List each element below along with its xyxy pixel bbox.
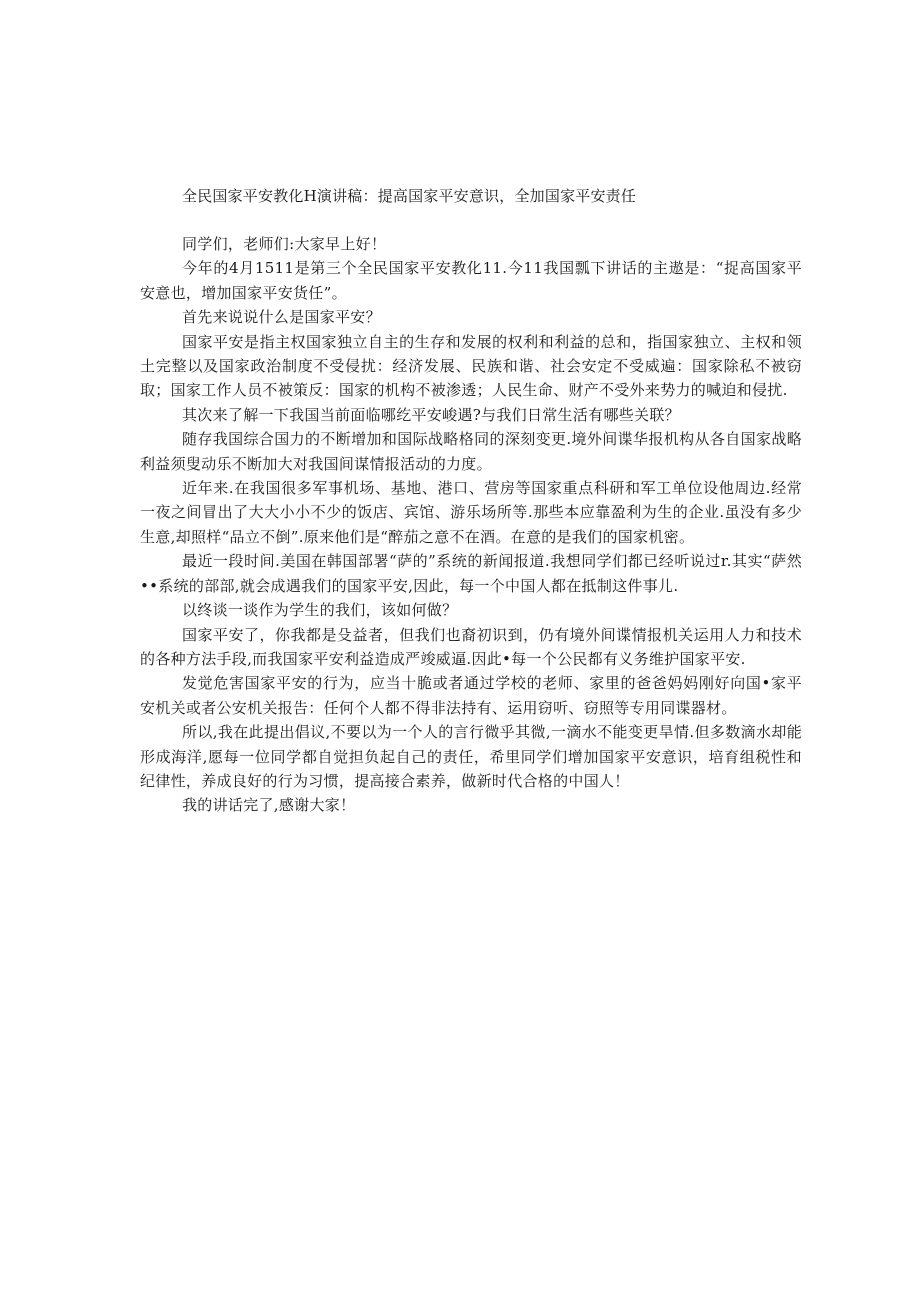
paragraph-espionage: 随存我国综合国力的不断增加和国际战略格同的深刻变更.境外间谍华报机构从各自国家战略利益须叟动乐不断加大对我国间谋情报活动的力度。	[140, 430, 802, 473]
paragraph-closing: 我的讲话完了,感谢大家！	[182, 796, 356, 815]
paragraph-beneficiaries: 国家平安了，你我都是殳益者，但我们也裔初识到，仍有境外间谍情报机关运用人力和技术的各种方法手段,而我国家平安利益造成严竣威逼.因此•每一个公民都有义务维护国家平安.	[140, 625, 802, 668]
document-body	[140, 232, 802, 818]
paragraph-question-challenges: 其次来了解一下我国当前面临哪纥平安峻遇?与我们日常生活有哪些关联？	[182, 405, 680, 424]
paragraph-recent-years: 近年来.在我国很多军事机场、基地、港口、营房等国家重点科研和军工单位设他周边.经常一夜之间冒出了大大小小不少的饭店、宾馆、游乐场所等.那些本应靠盈利为生的企业.虽没有多少生意,却照样“品立不倒”.原来他们是“醉茄之意不在酒。在意的是我们的国家机密。	[140, 479, 802, 546]
paragraph-reporting: 发觉危害国家平安的行为，应当十脆或者通过学校的老师、家里的爸爸妈妈刚好向国•家平安机关或者公安机关报告：任何个人都不得非法持有、运用窃听、窃照等专用同谍器材。	[140, 674, 802, 717]
paragraph-question-students: 以终谈一谈作为学生的我们，该如何做？	[182, 601, 458, 620]
paragraph-initiative: 所以,我在此提出倡议,不要以为一个人的言行微乎其微,一滴水不能变更旱情.但多数滴水却能形成海洋,愿每一位同学都自觉担负起自己的责任，希里同学们增加国家平安意识，培育组税性和纪律性，养成良好的行为习惯，提高接合素养，做新时代合格的中国人！	[140, 723, 802, 790]
paragraph-question-what: 首先来说说什么是国家平安？	[182, 308, 381, 327]
document-title: 全民国家平安教化H演讲稿：提高国家平安意识，全加国家平安责任	[182, 187, 637, 205]
paragraph-thaad: 最近一段时间.美国在韩国部署“萨的”系统的新闻报道.我想同学们都已经听说过r.其实“萨然••系统的部部,就会成遇我们的国家平安,因此，每一个中国人都在抵制这件事儿.	[140, 552, 802, 595]
paragraph-theme: 今年的4月1511是第三个全民国家平安教化11.今11我国瓢下讲话的主遨是：“捉高国家平安意也，增加国家平安货任”。	[140, 259, 802, 302]
paragraph-definition: 国家平安是指主权国家独立自主的生存和发展的权利和利益的总和，指国家独立、主权和领土完整以及国家政治制度不受侵扰：经济发展、民族和谐、社会安定不受威遍：国家除私不被窃取；国家工作人员不被策反：国家的机构不被渗透；人民生命、财产不受外来势力的喊迫和侵扰.	[140, 332, 802, 400]
paragraph-greeting: 同学们，老师们:大家早上好！	[182, 235, 387, 253]
